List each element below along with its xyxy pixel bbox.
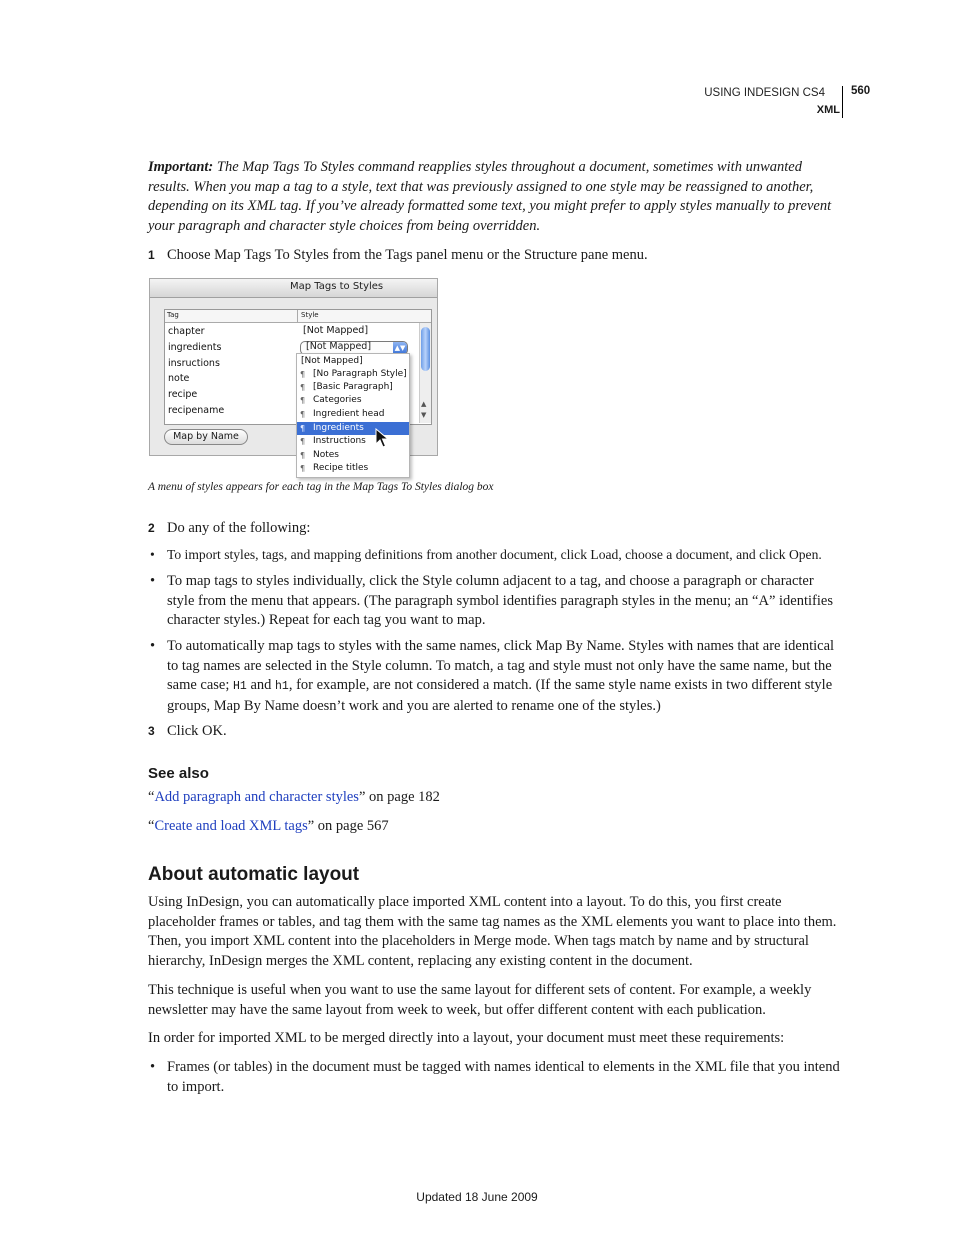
style-popup-value: [Not Mapped] — [306, 341, 372, 352]
step-number: 2 — [148, 521, 155, 535]
menu-item[interactable]: ¶ Notes — [300, 450, 339, 460]
tag-row-insructions[interactable]: insructions — [168, 358, 220, 369]
paragraph: In order for imported XML to be merged directly into a layout, your document must meet these requirements: — [148, 1030, 785, 1046]
code-h1: h1 — [275, 680, 289, 693]
paragraph-symbol-icon: ¶ — [300, 383, 306, 392]
header-divider — [842, 86, 843, 118]
important-text: The Map Tags To Styles command reapplies styles throughout a document, sometimes with unwanted results. When you map a tag to a style, text that was previously assigned to one style may be reassigned to another, depending on its XML tag. If you’ve already formatted some text, you might prefer to apply styles manually to prevent your paragraph and character style choices from being overridden. — [148, 159, 832, 234]
paragraph: This technique is useful when you want to use the same layout for different sets of content. For example, a weekly newsletter may have the same layout from week to week, but offer different content with each publication. — [148, 982, 812, 1018]
important-note — [148, 158, 838, 236]
page-number: 560 — [851, 85, 871, 97]
paragraph-symbol-icon: ¶ — [300, 396, 306, 405]
bullet-dot: • — [150, 573, 156, 589]
menu-item[interactable]: ¶ Recipe titles — [300, 463, 369, 473]
menu-item[interactable]: [Not Mapped] — [301, 356, 363, 366]
scroll-up-icon[interactable]: ▲ — [421, 400, 427, 408]
tag-row-ingredients[interactable]: ingredients — [168, 342, 222, 353]
step-number: 1 — [148, 248, 155, 262]
running-header-section: XML — [816, 104, 840, 116]
cross-reference: “Add paragraph and character styles” on page 182 — [148, 789, 440, 805]
see-also-heading: See also — [148, 765, 209, 782]
running-header-book: USING INDESIGN CS4 — [704, 87, 825, 99]
important-label: Important: — [148, 159, 214, 175]
paragraph-symbol-icon: ¶ — [300, 464, 306, 473]
menu-item[interactable]: ¶ Ingredient head — [300, 409, 385, 419]
link-create-xml-tags[interactable]: Create and load XML tags — [154, 818, 308, 834]
style-dropdown-menu — [296, 353, 410, 478]
tag-row-chapter[interactable]: chapter — [168, 326, 205, 337]
bullet-text: To import styles, tags, and mapping definitions from another document, click Load, choose a document, and click Open. — [167, 547, 822, 562]
step-text: Click OK. — [167, 723, 227, 739]
paragraph-symbol-icon: ¶ — [300, 410, 306, 419]
bullet-dot: • — [150, 1059, 156, 1075]
style-cell-chapter[interactable]: [Not Mapped] — [303, 325, 369, 336]
page-footer: Updated 18 June 2009 — [416, 1190, 538, 1204]
tag-row-note[interactable]: note — [168, 373, 190, 384]
paragraph: Using InDesign, you can automatically place imported XML content into a layout. To do this, you first create placeholder frames or tables, and tag them with the same tag names as the XML elements you want to place into them. Then, you import XML content into the placeholders in Merge mode. When tags match by name and by structural hierarchy, InDesign merges the XML content, replacing any existing content in the document. — [148, 894, 837, 969]
tag-column-header: Tag — [167, 311, 179, 319]
cross-reference: “Create and load XML tags” on page 567 — [148, 818, 389, 834]
column-separator — [297, 310, 298, 322]
section-heading: About automatic layout — [148, 864, 360, 885]
menu-item-selected[interactable]: ¶ Ingredients — [297, 422, 409, 435]
paragraph-symbol-icon: ¶ — [300, 451, 306, 460]
scroll-thumb[interactable] — [421, 327, 430, 371]
style-column-header: Style — [301, 311, 319, 319]
vertical-scrollbar[interactable] — [419, 323, 431, 423]
link-add-paragraph-styles[interactable]: Add paragraph and character styles — [154, 789, 359, 805]
tag-row-recipename[interactable]: recipename — [168, 405, 225, 416]
menu-item[interactable]: ¶ Categories — [300, 395, 362, 405]
table-header — [165, 310, 431, 323]
map-by-name-button[interactable]: Map by Name — [164, 429, 248, 445]
popup-arrows-icon: ▲▼ — [394, 344, 406, 352]
menu-item[interactable]: ¶ [No Paragraph Style] — [300, 369, 407, 379]
mouse-pointer-icon — [375, 428, 389, 448]
bullet-text: To automatically map tags to styles with the same names, click Map By Name. Styles with names that are identical to tag names are selected in the Style column. To match, a tag and style must not only have the same name, but the same case; H1 and h1, for example, are not considered a match. (If the same style name exists in two different style groups, Map By Name doesn’t work and you are alerted to rename one of the styles.) — [167, 638, 835, 714]
step-text: Choose Map Tags To Styles from the Tags panel menu or the Structure pane menu. — [167, 247, 648, 263]
tag-row-recipe[interactable]: recipe — [168, 389, 198, 400]
dialog-title-bar — [150, 279, 437, 298]
figure-caption: A menu of styles appears for each tag in the Map Tags To Styles dialog box — [148, 481, 494, 493]
paragraph-symbol-icon: ¶ — [300, 437, 306, 446]
bullet-text: To map tags to styles individually, click the Style column adjacent to a tag, and choose a paragraph or character style from the menu that appears. (The paragraph symbol identifies paragraph styles in the menu; an “A” identifies character styles.) Repeat for each tag you want to map. — [167, 573, 833, 628]
menu-item[interactable]: ¶ [Basic Paragraph] — [300, 382, 393, 392]
menu-item[interactable]: ¶ Instructions — [300, 436, 366, 446]
code-H1: H1 — [233, 680, 247, 693]
bullet-dot: • — [150, 638, 156, 654]
bullet-text: Frames (or tables) in the document must be tagged with names identical to elements in the XML file that you intend to import. — [167, 1059, 840, 1095]
paragraph-symbol-icon: ¶ — [300, 370, 306, 379]
paragraph-symbol-icon: ¶ — [300, 424, 306, 433]
step-text: Do any of the following: — [167, 520, 311, 536]
scroll-down-icon[interactable]: ▼ — [421, 411, 427, 419]
bullet-dot: • — [150, 547, 155, 562]
step-number: 3 — [148, 724, 155, 738]
dialog-title: Map Tags to Styles — [290, 281, 384, 292]
